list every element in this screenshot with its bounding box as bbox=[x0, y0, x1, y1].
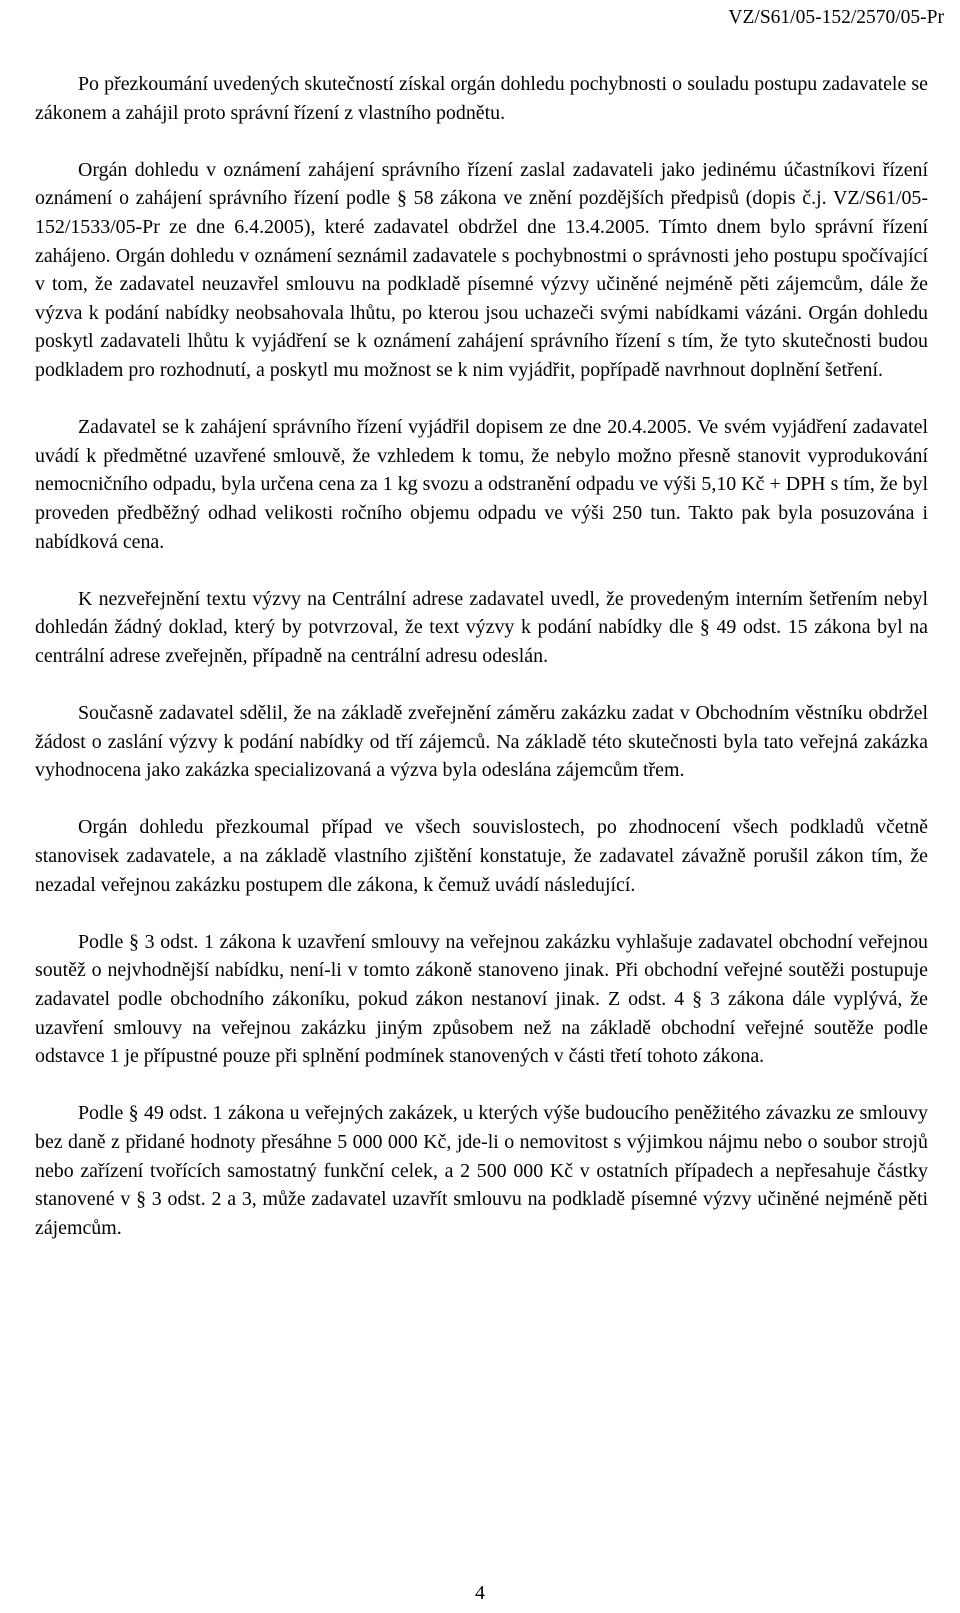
paragraph-proceedings-notice: Orgán dohledu v oznámení zahájení správního řízení zaslal zadavateli jako jedinému účastníkovi řízení oznámení o zahájení správního řízení podle § 58 zákona ve znění pozdějších předpisů (dopis č.j. VZ/S61/05-152/1533/05-Pr ze dne 6.4.2005), které zadavatel obdržel dne 13.4.2005. Tímto dnem bylo správní řízení zahájeno. Orgán dohledu v oznámení seznámil zadavatele s pochybnostmi o správnosti jeho postupu spočívající v tom, že zadavatel neuzavřel smlouvu na podkladě písemné výzvy učiněné nejméně pěti zájemcům, dále že výzva k podání nabídky neobsahovala lhůtu, po kterou jsou uchazeči svými nabídkami vázáni. Orgán dohledu poskytl zadavateli lhůtu k vyjádření se k oznámení zahájení správního řízení s tím, že tyto skutečnosti budou podkladem pro rozhodnutí, a poskytl mu možnost se k nim vyjádřit, popřípadě navrhnout doplnění šetření. bbox=[35, 158, 928, 381]
paragraph-review-findings: Po přezkoumání uvedených skutečností získal orgán dohledu pochybnosti o souladu postupu zadavatele se zákonem a zahájil proto správní řízení z vlastního podnětu. bbox=[35, 73, 928, 124]
paragraph-non-publication: K nezveřejnění textu výzvy na Centrální adrese zadavatel uvedl, že provedeným interním šetřením nebyl dohledán žádný doklad, který by potvrzoval, že text výzvy k podání nabídky dle § 49 odst. 15 zákona byl na centrální adrese zveřejněn, případně na centrální adresu odeslán. bbox=[35, 587, 928, 667]
paragraph-supervisory-conclusion: Orgán dohledu přezkoumal případ ve všech souvislostech, po zhodnocení všech podkladů včetně stanovisek zadavatele, a na základě vlastního zjištění konstatuje, že zadavatel závažně porušil zákon tím, že nezadal veřejnou zakázku postupem dle zákona, k čemuž uvádí následující. bbox=[35, 816, 928, 896]
paragraph-section-49: Podle § 49 odst. 1 zákona u veřejných zakázek, u kterých výše budoucího peněžitého závazku ze smlouvy bez daně z přidané hodnoty přesáhne 5 000 000 Kč, jde-li o nemovitost s výjimkou nájmu nebo o soubor strojů nebo zařízení tvořících samostatný funkční celek, a 2 500 000 Kč v ostatních případech a nepřesahuje částky stanovené v § 3 odst. 2 a 3, může zadavatel uzavřít smlouvu na podkladě písemné výzvy učiněné nejméně pěti zájemcům. bbox=[35, 1102, 928, 1239]
page-number: 4 bbox=[475, 1582, 485, 1604]
document-body bbox=[35, 70, 928, 1271]
paragraph-contracting-authority-statement: Zadavatel se k zahájení správního řízení vyjádřil dopisem ze dne 20.4.2005. Ve svém vyjádření zadavatel uvádí k předmětné uzavřené smlouvě, že vzhledem k tomu, že nebylo možno přesně stanovit vyprodukování nemocničního odpadu, byla určena cena za 1 kg svozu a odstranění odpadu ve výši 5,10 Kč + DPH s tím, že byl proveden předběžný odhad velikosti ročního objemu odpadu ve výši 250 tun. Takto pak byla posuzována i nabídková cena. bbox=[35, 416, 928, 553]
paragraph-commercial-bulletin: Současně zadavatel sdělil, že na základě zveřejnění záměru zakázku zadat v Obchodním věstníku obdržel žádost o zaslání výzvy k podání nabídky od tří zájemců. Na základě této skutečnosti byla tato veřejná zakázka vyhodnocena jako zakázka specializovaná a výzva byla odeslána zájemcům třem. bbox=[35, 702, 928, 782]
document-reference-header: VZ/S61/05-152/2570/05-Pr bbox=[728, 7, 944, 28]
paragraph-section-3: Podle § 3 odst. 1 zákona k uzavření smlouvy na veřejnou zakázku vyhlašuje zadavatel obchodní veřejnou soutěž o nejvhodnější nabídku, není-li v tomto zákoně stanoveno jinak. Při obchodní veřejné soutěži postupuje zadavatel podle obchodního zákoníku, pokud zákon nestanoví jinak. Z odst. 4 § 3 zákona dále vyplývá, že uzavření smlouvy na veřejnou zakázku jiným způsobem než na základě obchodní veřejné soutěže podle odstavce 1 je přípustné pouze při splnění podmínek stanovených v části třetí tohoto zákona. bbox=[35, 930, 928, 1068]
